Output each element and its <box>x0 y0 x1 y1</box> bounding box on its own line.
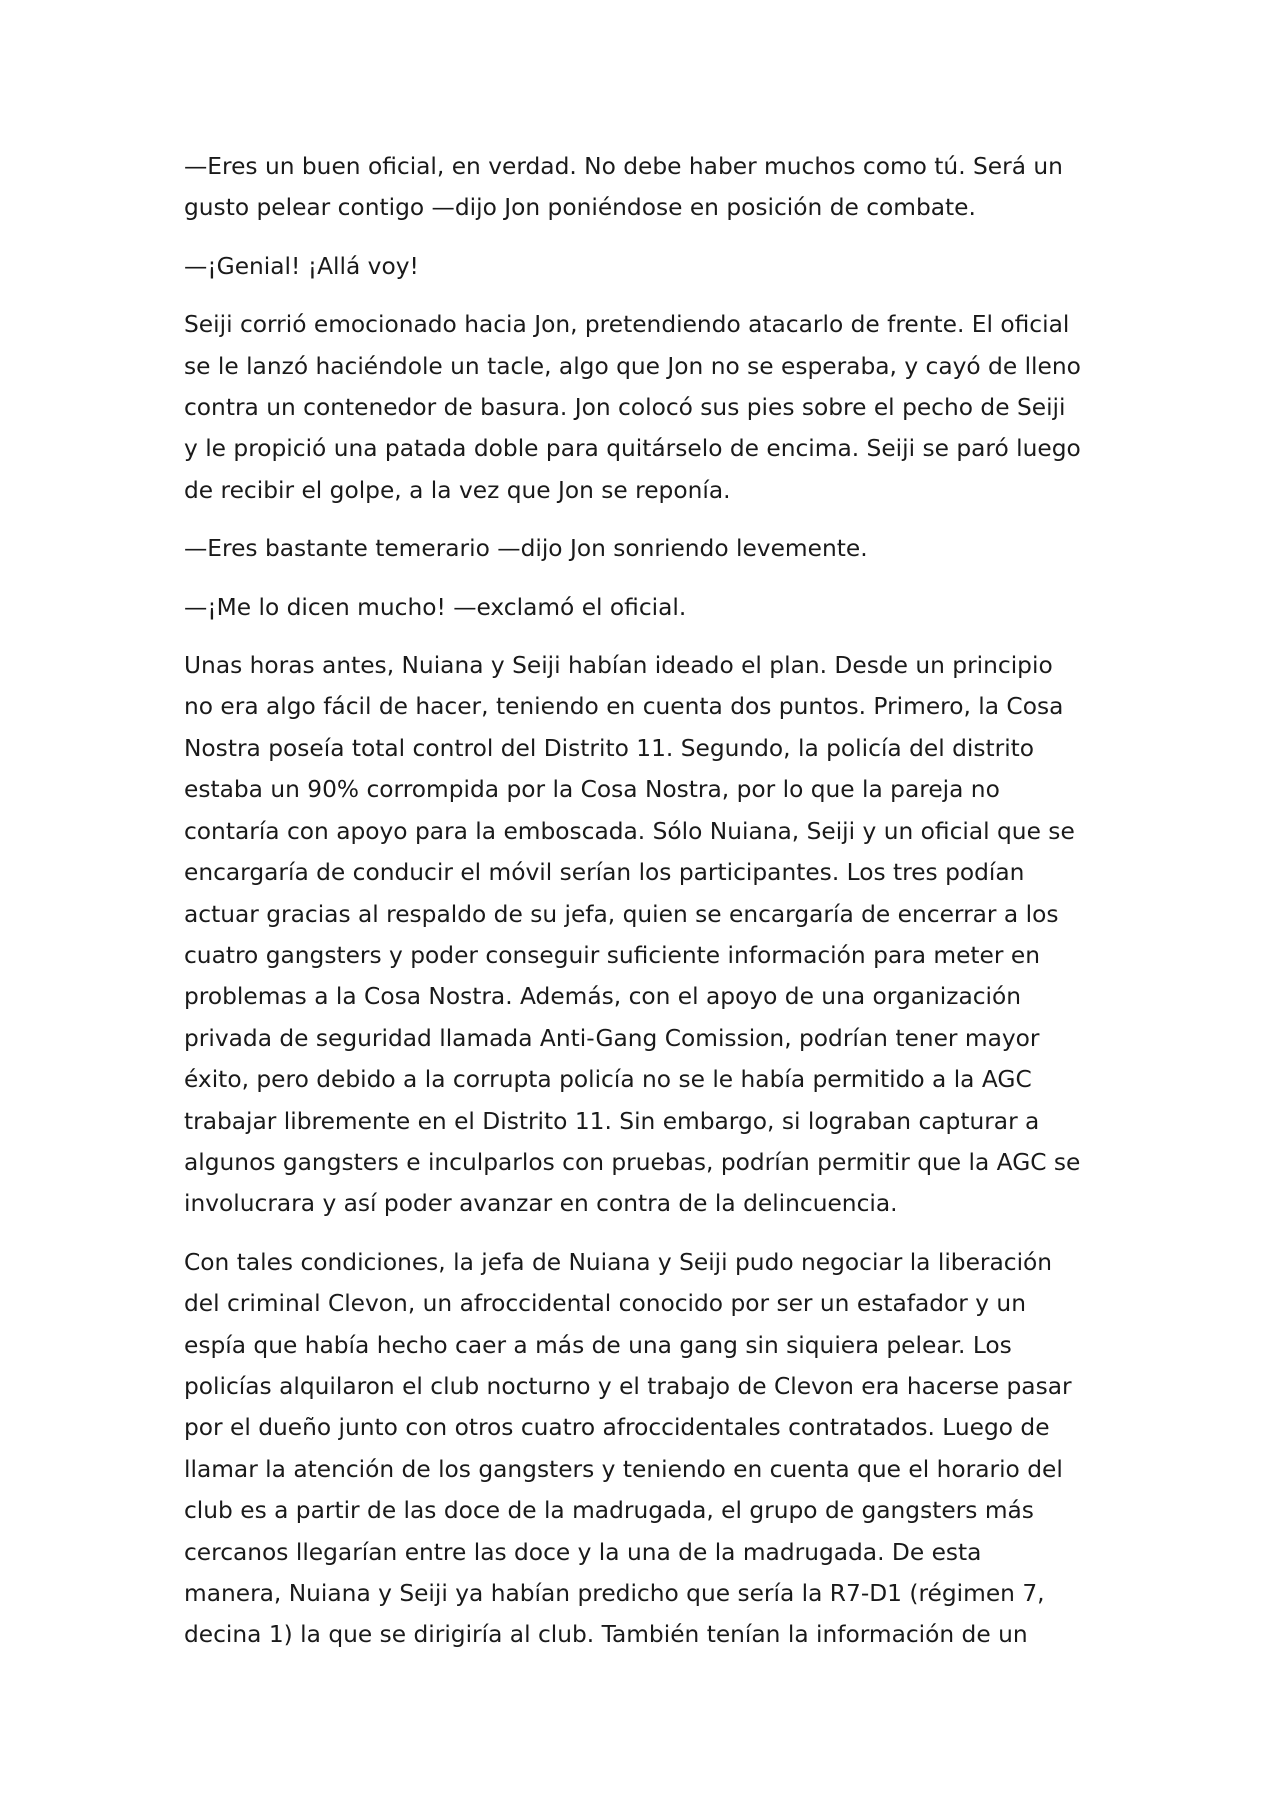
text-line: espía que había hecho caer a más de una gang sin siquiera pelear. Los <box>184 1331 1012 1359</box>
text-line: éxito, pero debido a la corrupta policía no se le había permitido a la AGC <box>184 1066 1032 1094</box>
text-line: Seiji corrió emocionado hacia Jon, pretendiendo atacarlo de frente. El oficial <box>184 311 1070 339</box>
text-line: del criminal Clevon, un afroccidental conocido por ser un estafador y un <box>184 1290 1026 1318</box>
text-line: trabajar libremente en el Distrito 11. Sin embargo, si lograban capturar a <box>184 1107 1040 1135</box>
text-line: gusto pelear contigo —dijo Jon poniéndose en posición de combate. <box>184 194 976 222</box>
text-line: decina 1) la que se dirigiría al club. También tenían la información de un <box>184 1621 1028 1649</box>
text-line: —¡Genial! ¡Allá voy! <box>184 252 419 280</box>
text-line: Nostra poseía total control del Distrito 11. Segundo, la policía del distrito <box>184 734 1035 762</box>
text-line: Con tales condiciones, la jefa de Nuiana y Seiji pudo negociar la liberación <box>184 1248 1053 1276</box>
text-line: llamar la atención de los gangsters y teniendo en cuenta que el horario del <box>184 1455 1063 1483</box>
paragraph <box>184 246 1100 287</box>
paragraph <box>184 304 1100 511</box>
text-line: involucrara y así poder avanzar en contra de la delincuencia. <box>184 1190 898 1218</box>
text-line: no era algo fácil de hacer, teniendo en cuenta dos puntos. Primero, la Cosa <box>184 693 1064 721</box>
text-line: manera, Nuiana y Seiji ya habían predicho que sería la R7-D1 (régimen 7, <box>184 1580 1045 1607</box>
text-line: privada de seguridad llamada Anti-Gang Comission, podrían tener mayor <box>184 1024 1040 1052</box>
text-line: cuatro gangsters y poder conseguir suficiente información para meter en <box>184 941 1040 969</box>
text-line: cercanos llegarían entre las doce y la una de la madrugada. De esta <box>184 1538 982 1566</box>
text-line: —¡Me lo dicen mucho! —exclamó el oficial. <box>184 593 687 621</box>
text-line: de recibir el golpe, a la vez que Jon se reponía. <box>184 476 731 504</box>
paragraph <box>184 528 1100 569</box>
text-line: por el dueño junto con otros cuatro afroccidentales contratados. Luego de <box>184 1414 1050 1442</box>
text-line: —Eres un buen oficial, en verdad. No debe haber muchos como tú. Será un <box>184 153 1063 180</box>
paragraph <box>184 645 1100 1225</box>
text-line: Unas horas antes, Nuiana y Seiji habían ideado el plan. Desde un principio <box>184 652 1053 680</box>
text-line: contra un contenedor de basura. Jon colocó sus pies sobre el pecho de Seiji <box>184 394 1066 422</box>
text-line: policías alquilaron el club nocturno y el trabajo de Clevon era hacerse pasar <box>184 1372 1072 1400</box>
text-line: contaría con apoyo para la emboscada. Sólo Nuiana, Seiji y un oficial que se <box>184 817 1075 845</box>
paragraph <box>184 146 1100 229</box>
text-line: problemas a la Cosa Nostra. Además, con el apoyo de una organización <box>184 983 1022 1011</box>
text-line: estaba un 90% corrompida por la Cosa Nostra, por lo que la pareja no <box>184 776 1000 804</box>
text-line: encargaría de conducir el móvil serían los participantes. Los tres podían <box>184 859 1025 887</box>
paragraph <box>184 587 1100 628</box>
text-line: actuar gracias al respaldo de su jefa, quien se encargaría de encerrar a los <box>184 900 1059 928</box>
paragraph <box>184 1242 1100 1656</box>
text-line: se le lanzó haciéndole un tacle, algo que Jon no se esperaba, y cayó de lleno <box>184 352 1081 380</box>
document-body <box>184 146 1100 1673</box>
text-line: —Eres bastante temerario —dijo Jon sonriendo levemente. <box>184 535 868 563</box>
text-line: algunos gangsters e inculparlos con pruebas, podrían permitir que la AGC se <box>184 1148 1081 1176</box>
text-line: club es a partir de las doce de la madrugada, el grupo de gangsters más <box>184 1497 1034 1525</box>
text-line: y le propició una patada doble para quitárselo de encima. Seiji se paró luego <box>184 435 1081 463</box>
